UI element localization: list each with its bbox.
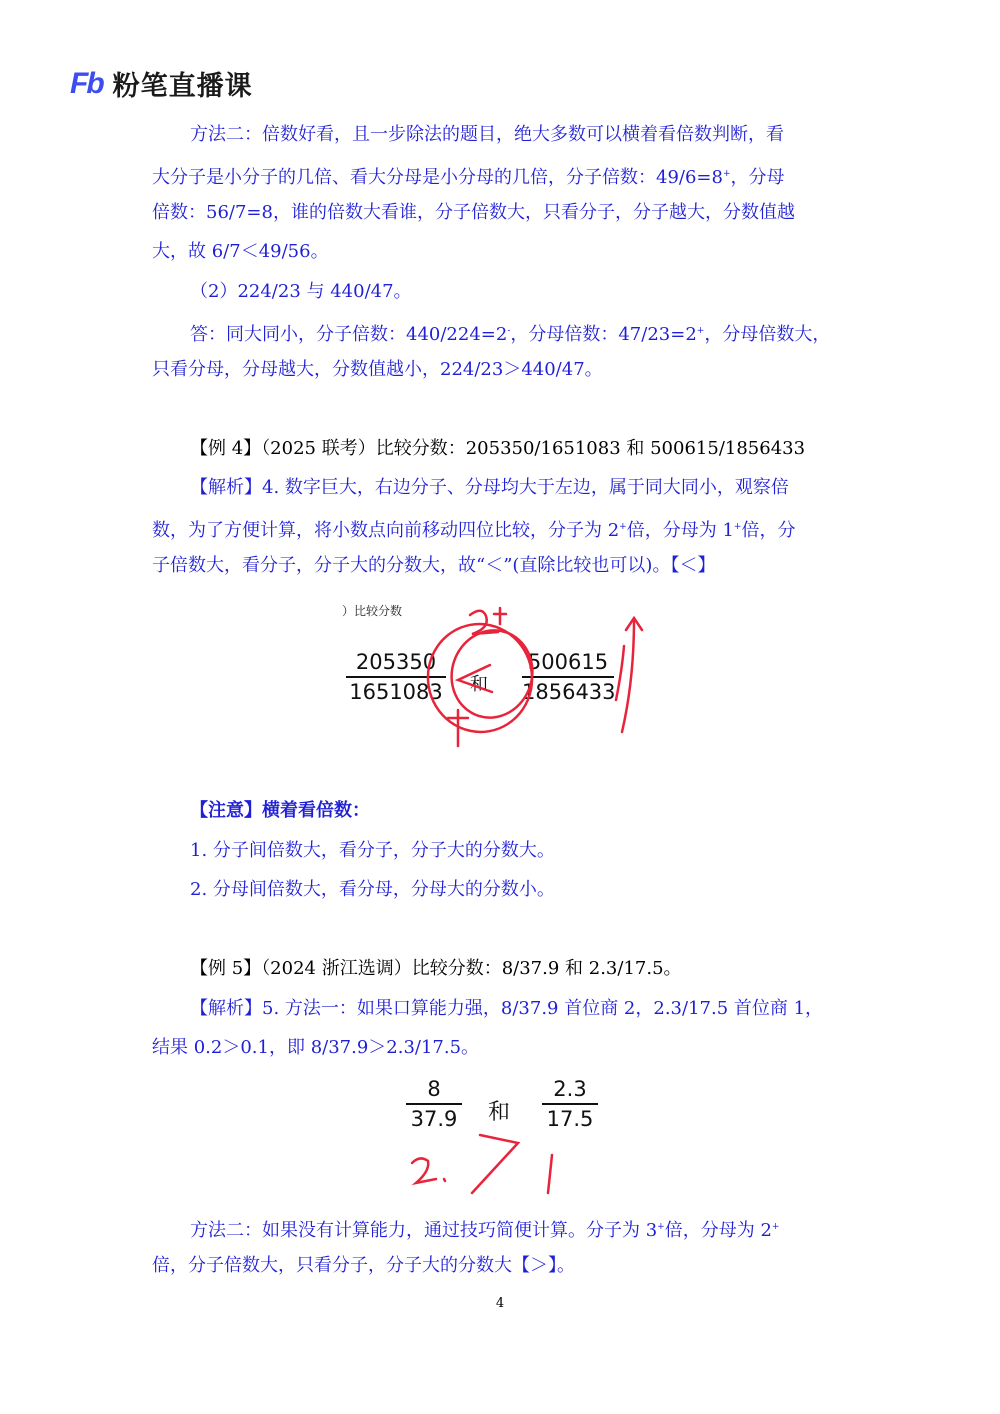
- denominator: 1651083: [349, 680, 443, 704]
- numerator: 205350: [355, 650, 437, 674]
- numerator: 2.3: [553, 1077, 587, 1101]
- example4-question: 【例 4】（2025 联考）比较分数：205350/1651083 和 500615/1856433: [190, 438, 806, 459]
- handwriting-annotations-icon: [340, 600, 660, 750]
- figure-example4: [340, 600, 660, 750]
- example5-analysis-line1: 【解析】5. 方法一：如果口算能力强，8/37.9 首位商 2，2.3/17.5 首位商 1，: [190, 998, 824, 1019]
- example4-analysis-line1: 【解析】4. 数字巨大，右边分子、分母均大于左边，属于同大同小，观察倍: [190, 477, 789, 498]
- connector-he: 和: [488, 1100, 511, 1125]
- answer-line2: 只看分母，分母越大，分数值越小，224/23＞440/47。: [152, 359, 603, 380]
- denominator: 37.9: [410, 1107, 458, 1131]
- fenbi-logo: [70, 64, 253, 103]
- answer-line1: 答：同大同小，分子倍数：440/224=2-，分母倍数：47/23=2+，分母倍数大，: [190, 324, 831, 345]
- denominator: 1856433: [522, 680, 616, 704]
- numerator: 500615: [527, 650, 609, 674]
- note-item-2: 2. 分母间倍数大，看分母，分母大的分数小。: [190, 879, 555, 900]
- logo-mark-icon: Fb: [70, 66, 103, 100]
- note-item-1: 1. 分子间倍数大，看分子，分子大的分数大。: [190, 840, 555, 861]
- logo-text: 粉笔直播课: [112, 71, 253, 102]
- page-number: 4: [495, 1296, 505, 1311]
- method2-line2: 大分子是小分子的几倍、看大分母是小分母的几倍，分子倍数：49/6=8+，分母: [152, 167, 785, 188]
- numerator: 8: [427, 1077, 441, 1101]
- method2-line1: 方法二：倍数好看，且一步除法的题目，绝大多数可以横着看倍数判断，看: [190, 124, 784, 145]
- example4-analysis-line3: 子倍数大，看分子，分子大的分数大，故“＜”(直除比较也可以)。【＜】: [152, 555, 716, 576]
- example5-question: 【例 5】（2024 浙江选调）比较分数：8/37.9 和 2.3/17.5。: [190, 958, 682, 979]
- figure-caption: ）比较分数: [342, 604, 403, 618]
- method2-line4: 大，故 6/7＜49/56。: [152, 241, 329, 262]
- denominator: 17.5: [546, 1107, 594, 1131]
- note-title: 【注意】横着看倍数：: [190, 800, 370, 821]
- method2-line3: 倍数：56/7=8，谁的倍数大看谁，分子倍数大，只看分子，分子越大，分数值越: [152, 202, 795, 223]
- method2-ex5-line2: 倍，分子倍数大，只看分子，分子大的分数大【＞】。: [152, 1255, 575, 1276]
- method2-ex5-line1: 方法二：如果没有计算能力，通过技巧简便计算。分子为 3+倍，分母为 2+: [190, 1220, 780, 1241]
- handwriting-annotations-icon: [400, 1075, 610, 1200]
- connector-he: 和: [470, 674, 488, 695]
- example5-analysis-line2: 结果 0.2＞0.1，即 8/37.9＞2.3/17.5。: [152, 1037, 480, 1058]
- figure-example5: [400, 1075, 610, 1200]
- subquestion-2: （2）224/23 与 440/47。: [190, 281, 412, 302]
- example4-analysis-line2: 数，为了方便计算，将小数点向前移动四位比较，分子为 2+倍，分母为 1+倍，分: [152, 520, 796, 541]
